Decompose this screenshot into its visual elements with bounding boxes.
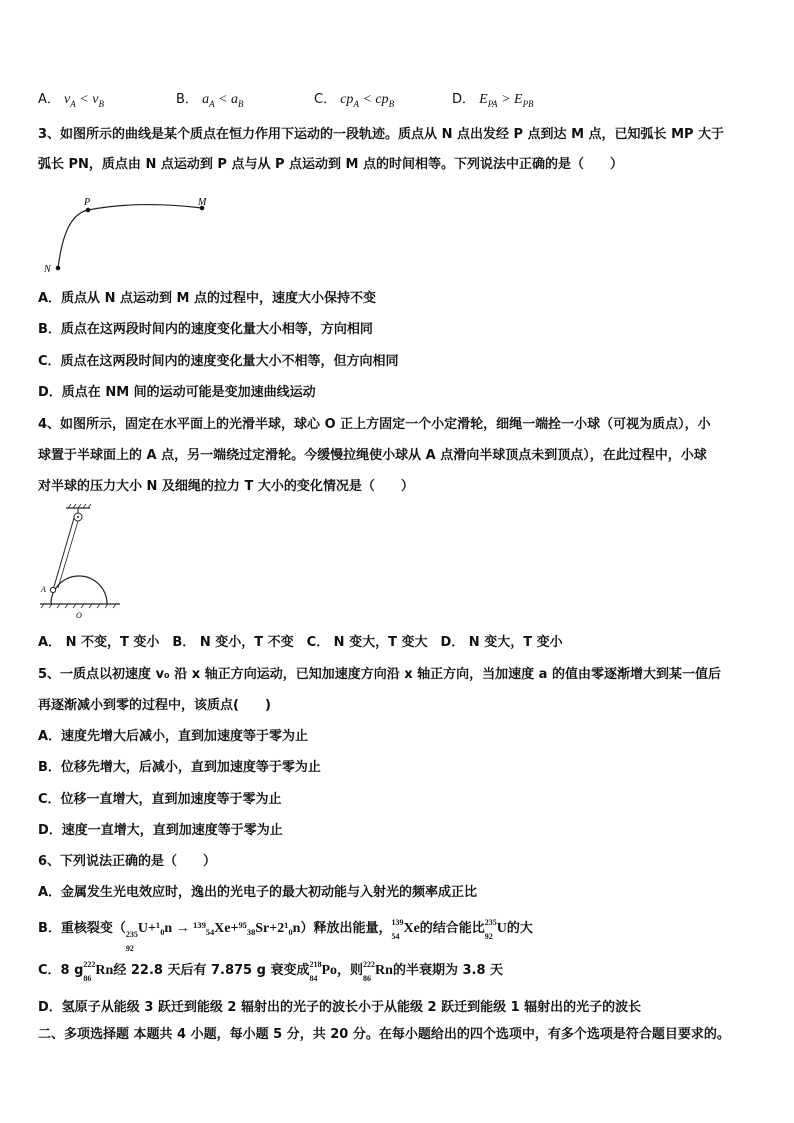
q6-option-a: A．金属发生光电效应时，逸出的光电子的最大初动能与入射光的频率成正比	[38, 885, 478, 900]
q2-option-b: B． $a_A < a_B$	[176, 92, 244, 109]
q5-option-b: B．位移先增大，后减小，直到加速度等于零为止	[38, 760, 321, 775]
q2-option-d: D． $E_{PA} > E_{PB}$	[452, 92, 534, 109]
q3-stem-line2: 弧长 PN，质点由 N 点运动到 P 点与从 P 点运动到 M 点的时间相等。下列说法中正确的是（ ）	[38, 157, 624, 172]
q4-hemisphere-figure	[36, 504, 126, 622]
section2-heading: 二、多项选择题 本题共 4 小题，每小题 5 分，共 20 分。在每小题给出的四个选项中，有多个选项是符合题目要求的。	[38, 1027, 730, 1042]
q4-stem-line2: 球置于半球面上的 A 点，另一端绕过定滑轮。今缓慢拉绳使小球从 A 点滑向半球顶点未到顶点），在此过程中，小球	[38, 448, 707, 463]
fission-equation: U+¹₀n → ¹³⁹₅₄Xe+⁹⁵₃₈Sr+2¹₀n	[137, 921, 301, 936]
q2-option-c: C． $cp_A < cp_B$	[314, 92, 395, 109]
q6-stem: 6、下列说法正确的是（ ）	[38, 854, 217, 869]
q3-stem-line1: 3、如图所示的曲线是某个质点在恒力作用下运动的一段轨迹。质点从 N 点出发经 P 点到达 M 点，已知弧长 MP 大于	[38, 127, 725, 142]
q4-options: A． N 不变，T 变小 B． N 变小，T 不变 C． N 变大，T 变大 D． N 变大，T 变小	[38, 635, 563, 650]
q5-option-d: D．速度一直增大，直到加速度等于零为止	[38, 823, 283, 838]
fig-label-p: P	[84, 197, 91, 208]
fig-label-n: N	[44, 264, 51, 275]
q5-stem-line2: 再逐渐减小到零的过程中，该质点( )	[38, 698, 271, 713]
fig-label-m: M	[198, 197, 207, 208]
q6-option-b: B．重核裂变（ 235 92 U+¹₀n → ¹³⁹₅₄Xe+⁹⁵₃₈Sr+2¹₀n）释放出能量， 139 54 Xe的结合能比 235 92 U的大	[38, 918, 533, 953]
q5-option-c: C．位移一直增大，直到加速度等于零为止	[38, 792, 282, 807]
q3-option-b: B．质点在这两段时间内的速度变化量大小相等，方向相同	[38, 322, 373, 337]
q5-option-a: A．速度先增大后减小，直到加速度等于零为止	[38, 729, 309, 744]
q5-stem-line1: 5、一质点以初速度 v₀ 沿 x 轴正方向运动，已知加速度方向沿 x 轴正方向，当加速度 a 的值由零逐渐增大到某一值后	[38, 667, 721, 682]
q6-option-d: D．氢原子从能级 3 跃迁到能级 2 辐射出的光子的波长小于从能级 2 跃迁到能级 1 辐射出的光子的波长	[38, 1000, 642, 1015]
q3-option-a: A．质点从 N 点运动到 M 点的过程中，速度大小保持不变	[38, 291, 376, 306]
q3-option-d: D．质点在 NM 间的运动可能是变加速曲线运动	[38, 385, 316, 400]
q4-stem-line3: 对半球的压力大小 N 及细绳的拉力 T 大小的变化情况是（ ）	[38, 479, 414, 494]
fig-label-a: A	[41, 585, 46, 594]
fig-label-o: O	[76, 611, 82, 620]
q4-stem-line1: 4、如图所示，固定在水平面上的光滑半球，球心 O 正上方固定一个小定滑轮，细绳一端拴一小球（可视为质点），小	[38, 417, 711, 432]
q3-trajectory-figure	[40, 196, 220, 278]
q3-option-c: C．质点在这两段时间内的速度变化量大小不相等，但方向相同	[38, 354, 399, 369]
q6-option-c: C．8 g 222 86 Rn经 22.8 天后有 7.875 g 衰变成 218 84 Po，则 222 86 Rn的半衰期为 3.8 天	[38, 960, 504, 983]
q2-option-a: A． $v_A < v_B$	[38, 92, 104, 109]
